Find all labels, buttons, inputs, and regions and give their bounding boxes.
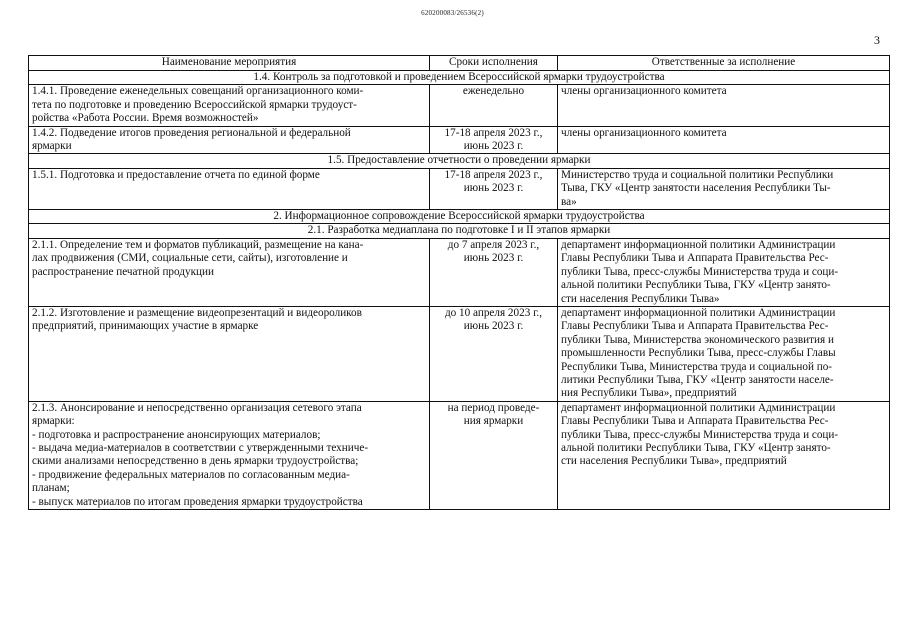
responsible-line: департамент информационной политики Администрации: [561, 401, 836, 414]
action-plan-table: [28, 55, 890, 510]
deadline-line: ния ярмарки: [463, 415, 524, 428]
responsible-line: Главы Республики Тыва и Аппарата Правительства Рес-: [561, 415, 829, 428]
activity-line: 1.4.2. Подведение итогов проведения региональной и федеральной: [32, 126, 351, 139]
section-header-row: [29, 71, 890, 85]
responsible-cell: [558, 401, 890, 509]
responsible-line: публики Тыва, пресс-службы Министерства труда и соци-: [561, 428, 839, 441]
responsible-line: ва»: [561, 195, 577, 208]
activity-line: ярмарки: [32, 140, 72, 153]
deadline-line: до 7 апреля 2023 г.,: [447, 238, 540, 251]
activity-line: 2.1.1. Определение тем и форматов публикаций, размещение на кана-: [32, 238, 364, 251]
deadline-cell: [430, 85, 558, 126]
responsible-line: Главы Республики Тыва и Аппарата Правительства Рес-: [561, 320, 829, 333]
responsible-line: департамент информационной политики Администрации: [561, 306, 836, 319]
activity-cell: [29, 401, 430, 509]
table-row: [29, 401, 890, 509]
responsible-line: департамент информационной политики Администрации: [561, 238, 836, 251]
responsible-line: публики Тыва, Министерства экономического развития и: [561, 333, 834, 346]
responsible-line: члены организационного комитета: [561, 85, 727, 98]
deadline-line: 17-18 апреля 2023 г.,: [444, 126, 543, 139]
responsible-line: Главы Республики Тыва и Аппарата Правительства Рес-: [561, 252, 829, 265]
deadline-line: 17-18 апреля 2023 г.,: [444, 168, 543, 181]
deadline-line: до 10 апреля 2023 г.,: [444, 306, 543, 319]
activity-line: предприятий, принимающих участие в ярмарке: [32, 320, 259, 333]
activity-cell: [29, 238, 430, 306]
responsible-cell: [558, 126, 890, 154]
responsible-line: Министерство труда и социальной политики Республики: [561, 168, 834, 181]
table-row: [29, 126, 890, 154]
responsible-cell: [558, 168, 890, 209]
activity-line: распространение печатной продукции: [32, 265, 214, 278]
responsible-line: промышленности Республики Тыва, пресс-службы Главы: [561, 347, 836, 360]
deadline-cell: [430, 306, 558, 401]
responsible-cell: [558, 238, 890, 306]
deadline-line: июнь 2023 г.: [463, 252, 524, 265]
page-number: 3: [874, 33, 880, 47]
activity-line: тета по подготовке и проведению Всероссийской ярмарки трудоуст-: [32, 98, 357, 111]
deadline-line: июнь 2023 г.: [463, 320, 524, 333]
deadline-cell: [430, 401, 558, 509]
table-row: [29, 168, 890, 209]
responsible-line: публики Тыва, пресс-службы Министерства труда и соци-: [561, 265, 839, 278]
activity-line: - продвижение федеральных материалов по согласованным медиа-: [32, 468, 350, 481]
responsible-line: ния Республики Тыва», предприятий: [561, 387, 737, 400]
deadline-line: июнь 2023 г.: [463, 140, 524, 153]
deadline-line: на период проведе-: [447, 401, 540, 414]
section-title: 2.1. Разработка медиаплана по подготовке I и II этапов ярмарки: [29, 224, 890, 238]
activity-line: лах продвижения (СМИ, социальные сети, сайты), изготовление и: [32, 252, 348, 265]
activity-line: 2.1.3. Анонсирование и непосредственно организация сетевого этапа: [32, 401, 362, 414]
responsible-line: сти населения Республики Тыва», предприятий: [561, 455, 787, 468]
responsible-cell: [558, 306, 890, 401]
deadline-cell: [430, 168, 558, 209]
responsible-line: Тыва, ГКУ «Центр занятости населения Республики Ты-: [561, 182, 831, 195]
activity-line: 1.5.1. Подготовка и предоставление отчета по единой форме: [32, 168, 320, 181]
activity-line: 1.4.1. Проведение еженедельных совещаний организационного коми-: [32, 85, 364, 98]
section-header-row: [29, 224, 890, 238]
header-responsible: Ответственные за исполнение: [558, 56, 890, 71]
activity-line: 2.1.2. Изготовление и размещение видеопрезентаций и видеороликов: [32, 306, 362, 319]
deadline-cell: [430, 238, 558, 306]
table-header-row: [29, 56, 890, 71]
deadline-cell: [430, 126, 558, 154]
section-title: 1.5. Предоставление отчетности о проведении ярмарки: [29, 154, 890, 168]
header-deadline: Сроки исполнения: [430, 56, 558, 71]
responsible-line: литики Республики Тыва, ГКУ «Центр занятости населе-: [561, 373, 834, 386]
deadline-line: июнь 2023 г.: [463, 182, 524, 195]
responsible-line: альной политики Республики Тыва, ГКУ «Центр занято-: [561, 279, 831, 292]
deadline-line: еженедельно: [462, 85, 525, 98]
responsible-line: альной политики Республики Тыва, ГКУ «Центр занято-: [561, 441, 831, 454]
activity-line: - подготовка и распространение анонсирующих материалов;: [32, 428, 321, 441]
table-row: [29, 306, 890, 401]
table-body: [29, 71, 890, 510]
activity-line: планам;: [32, 482, 70, 495]
responsible-line: сти населения Республики Тыва»: [561, 292, 720, 305]
document-id: 620200083/26536(2): [421, 9, 484, 17]
responsible-line: Республики Тыва, Министерства труда и социальной по-: [561, 360, 833, 373]
responsible-line: члены организационного комитета: [561, 126, 727, 139]
activity-cell: [29, 126, 430, 154]
activity-line: скими анализами непосредственно в день ярмарки трудоустройства;: [32, 455, 359, 468]
section-title: 2. Информационное сопровождение Всероссийской ярмарки трудоустройства: [29, 210, 890, 224]
header-activity-name: Наименование мероприятия: [29, 56, 430, 71]
table-row: [29, 85, 890, 126]
activity-cell: [29, 85, 430, 126]
responsible-cell: [558, 85, 890, 126]
activity-line: - выдача медиа-материалов в соответствии с утвержденными техниче-: [32, 441, 369, 454]
activity-line: ройства «Работа России. Время возможностей»: [32, 112, 259, 125]
section-title: 1.4. Контроль за подготовкой и проведением Всероссийской ярмарки трудоустройства: [29, 71, 890, 85]
activity-line: ярмарки:: [32, 415, 75, 428]
activity-cell: [29, 168, 430, 209]
activity-cell: [29, 306, 430, 401]
section-header-row: [29, 210, 890, 224]
activity-line: - выпуск материалов по итогам проведения ярмарки трудоустройства: [32, 495, 363, 508]
table-row: [29, 238, 890, 306]
section-header-row: [29, 154, 890, 168]
